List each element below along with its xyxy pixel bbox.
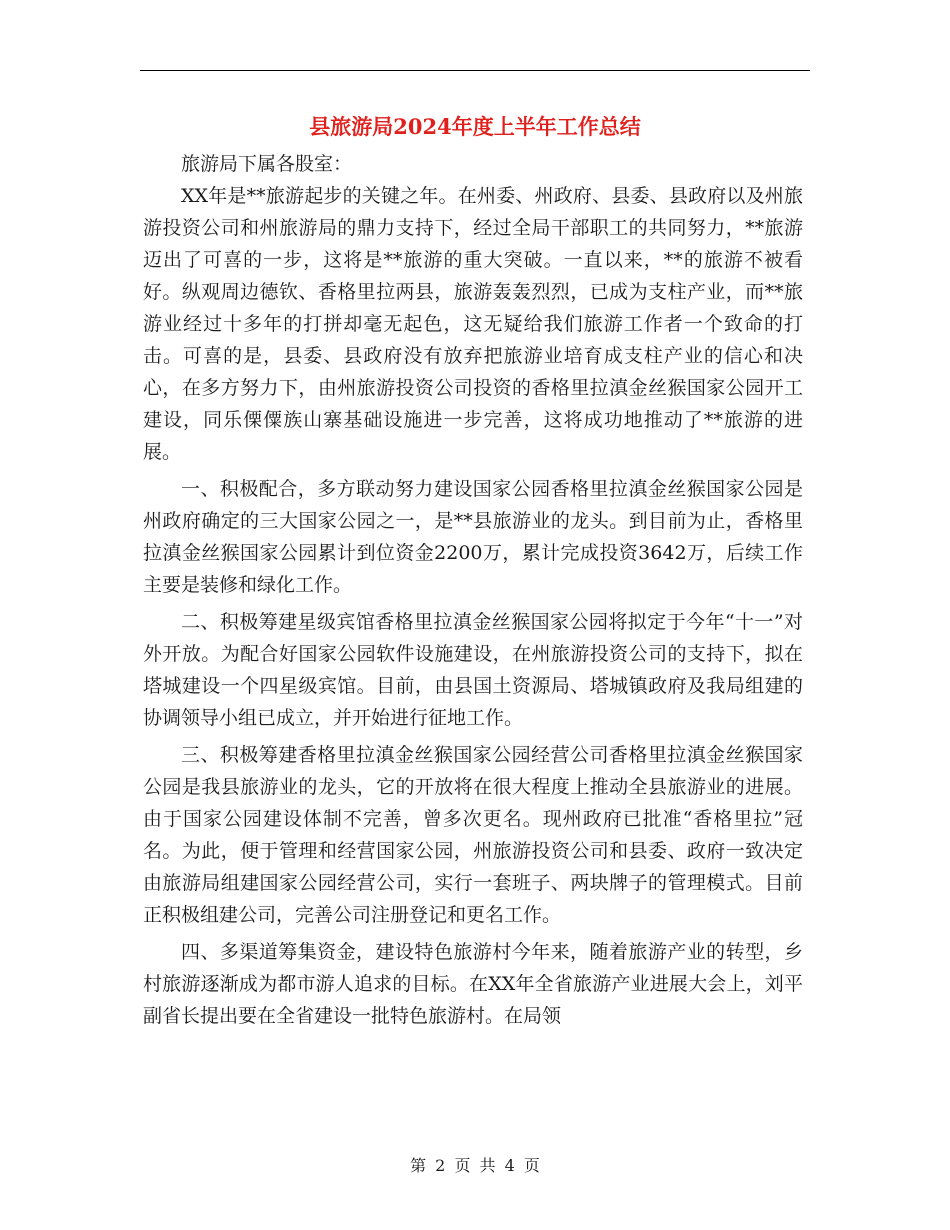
body-paragraph-section-1: 一、积极配合，多方联动努力建设国家公园香格里拉滇金丝猴国家公园是州政府确定的三大国家公园之一，是**县旅游业的龙头。到目前为止，香格里拉滇金丝猴国家公园累计到位资金2200万，累计完成投资3642万，后续工作主要是装修和绿化工作。 bbox=[143, 478, 803, 596]
document-title: 县旅游局2024年度上半年工作总结 bbox=[309, 114, 641, 139]
body-paragraph-section-2: 二、积极筹建星级宾馆香格里拉滇金丝猴国家公园将拟定于今年“十一”对外开放。为配合好国家公园软件设施建设，在州旅游投资公司的支持下，拟在塔城建设一个四星级宾馆。目前，由县国土资源局、塔城镇政府及我局组建的协调领导小组已成立，并开始进行征地工作。 bbox=[143, 611, 803, 729]
header-rule bbox=[140, 70, 810, 71]
body-paragraph-intro: XX年是**旅游起步的关键之年。在州委、州政府、县委、县政府以及州旅游投资公司和州旅游局的鼎力支持下，经过全局干部职工的共同努力，**旅游迈出了可喜的一步，这将是**旅游的重大突破。一直以来，**的旅游不被看好。纵观周边德钦、香格里拉两县，旅游轰轰烈烈，已成为支柱产业，而**旅游业经过十多年的打拼却毫无起色，这无疑给我们旅游工作者一个致命的打击。可喜的是，县委、县政府没有放弃把旅游业培育成支柱产业的信心和决心，在多方努力下，由州旅游投资公司投资的香格里拉滇金丝猴国家公园开工建设，同乐傈僳族山寨基础设施进一步完善，这将成功地推动了**旅游的进展。 bbox=[143, 185, 803, 463]
document-body bbox=[143, 148, 803, 1032]
body-paragraph-section-4: 四、多渠道筹集资金，建设特色旅游村今年来，随着旅游产业的转型，乡村旅游逐渐成为都市游人追求的目标。在XX年全省旅游产业进展大会上，刘平副省长提出要在全省建设一批特色旅游村。在局领 bbox=[143, 941, 803, 1027]
page-number: 第 2 页 共 4 页 bbox=[410, 1156, 540, 1175]
salutation: 旅游局下属各股室： bbox=[181, 153, 353, 175]
body-paragraph-section-3: 三、积极筹建香格里拉滇金丝猴国家公园经营公司香格里拉滇金丝猴国家公园是我县旅游业的龙头，它的开放将在很大程度上推动全县旅游业的进展。由于国家公园建设体制不完善，曾多次更名。现州政府已批准“香格里拉”冠名。为此，便于管理和经营国家公园，州旅游投资公司和县委、政府一致决定由旅游局组建国家公园经营公司，实行一套班子、两块牌子的管理模式。目前正积极组建公司，完善公司注册登记和更名工作。 bbox=[143, 744, 803, 926]
